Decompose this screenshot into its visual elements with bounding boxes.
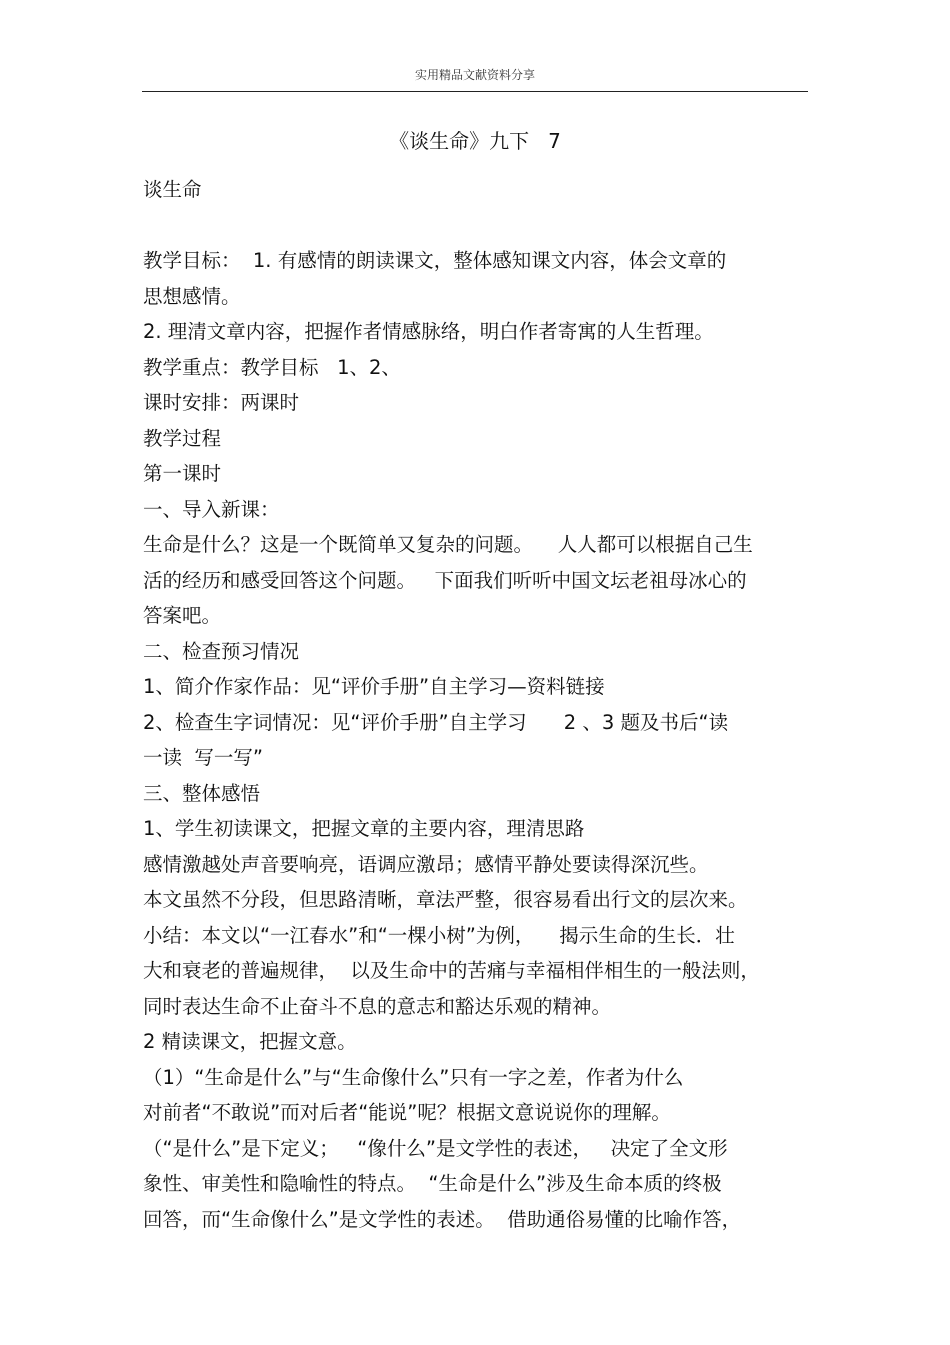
body-line: 一、导入新课： <box>143 497 280 521</box>
body-line: 2 精读课文，把握文意。 <box>143 1030 357 1053</box>
body-line: 活的经历和感受回答这个问题。 下面我们听听中国文坛老祖母冰心的 <box>143 568 747 592</box>
body-line: 2、检查生字词情况：见“评价手册”自主学习 2 、3 题及书后“读 <box>143 710 729 734</box>
body-line: （“是什么”是下定义； “像什么”是文学性的表述， 决定了全文形 <box>143 1136 728 1160</box>
body-line: 答案吧。 <box>143 604 222 627</box>
body-line: 教学目标： 1. 有感情的朗读课文，整体感知课文内容，体会文章的 <box>143 249 727 272</box>
blank-line <box>143 208 843 244</box>
document-title: 《谈生命》九下 7 <box>389 129 561 153</box>
body-line: （1）“生命是什么”与“生命像什么”只有一字之差，作者为什么 <box>143 1065 684 1089</box>
body-line: 二、检查预习情况 <box>143 639 300 663</box>
body-line: 教学重点：教学目标 1、2、 <box>143 355 401 379</box>
body-line: 第一课时 <box>143 462 222 485</box>
body-line: 象性、审美性和隐喻性的特点。 “生命是什么”涉及生命本质的终极 <box>143 1172 722 1195</box>
header-divider <box>142 91 808 92</box>
body-line: 同时表达生命不止奋斗不息的意志和豁达乐观的精神。 <box>143 994 612 1018</box>
body-line: 2. 理清文章内容，把握作者情感脉络，明白作者寄寓的人生哲理。 <box>143 320 714 343</box>
body-line: 1、学生初读课文，把握文章的主要内容，理清思路 <box>143 817 585 840</box>
body-line: 大和衰老的普遍规律， 以及生命中的苦痛与幸福相伴相生的一般法则， <box>143 959 760 982</box>
body-line: 生命是什么？这是一个既简单又复杂的问题。 人人都可以根据自己生 <box>143 533 753 556</box>
body-line: 三、整体感悟 <box>143 781 261 805</box>
body-line: 小结：本文以“一江春水”和“一棵小树”为例， 揭示生命的生长．壮 <box>143 923 735 947</box>
document-subtitle: 谈生命 <box>143 178 202 201</box>
body-line: 思想感情。 <box>143 284 241 308</box>
body-line: 教学过程 <box>143 426 222 450</box>
body-line: 本文虽然不分段，但思路清晰，章法严整，很容易看出行文的层次来。 <box>143 888 748 911</box>
body-line: 感情激越处声音要响亮，语调应激昂；感情平静处要读得深沉些。 <box>143 852 709 876</box>
body-line: 1、简介作家作品：见“评价手册”自主学习—资料链接 <box>143 675 605 698</box>
document-body <box>143 172 843 1237</box>
body-line: 回答，而“生命像什么”是文学性的表述。 借助通俗易懂的比喻作答， <box>143 1207 742 1231</box>
page-header-text: 实用精品文献资料分享 <box>414 68 535 82</box>
body-line: 一读 写一写” <box>143 746 263 769</box>
body-line: 对前者“不敢说”而对后者“能说”呢？根据文意说说你的理解。 <box>143 1101 671 1124</box>
body-line: 课时安排：两课时 <box>143 391 300 414</box>
